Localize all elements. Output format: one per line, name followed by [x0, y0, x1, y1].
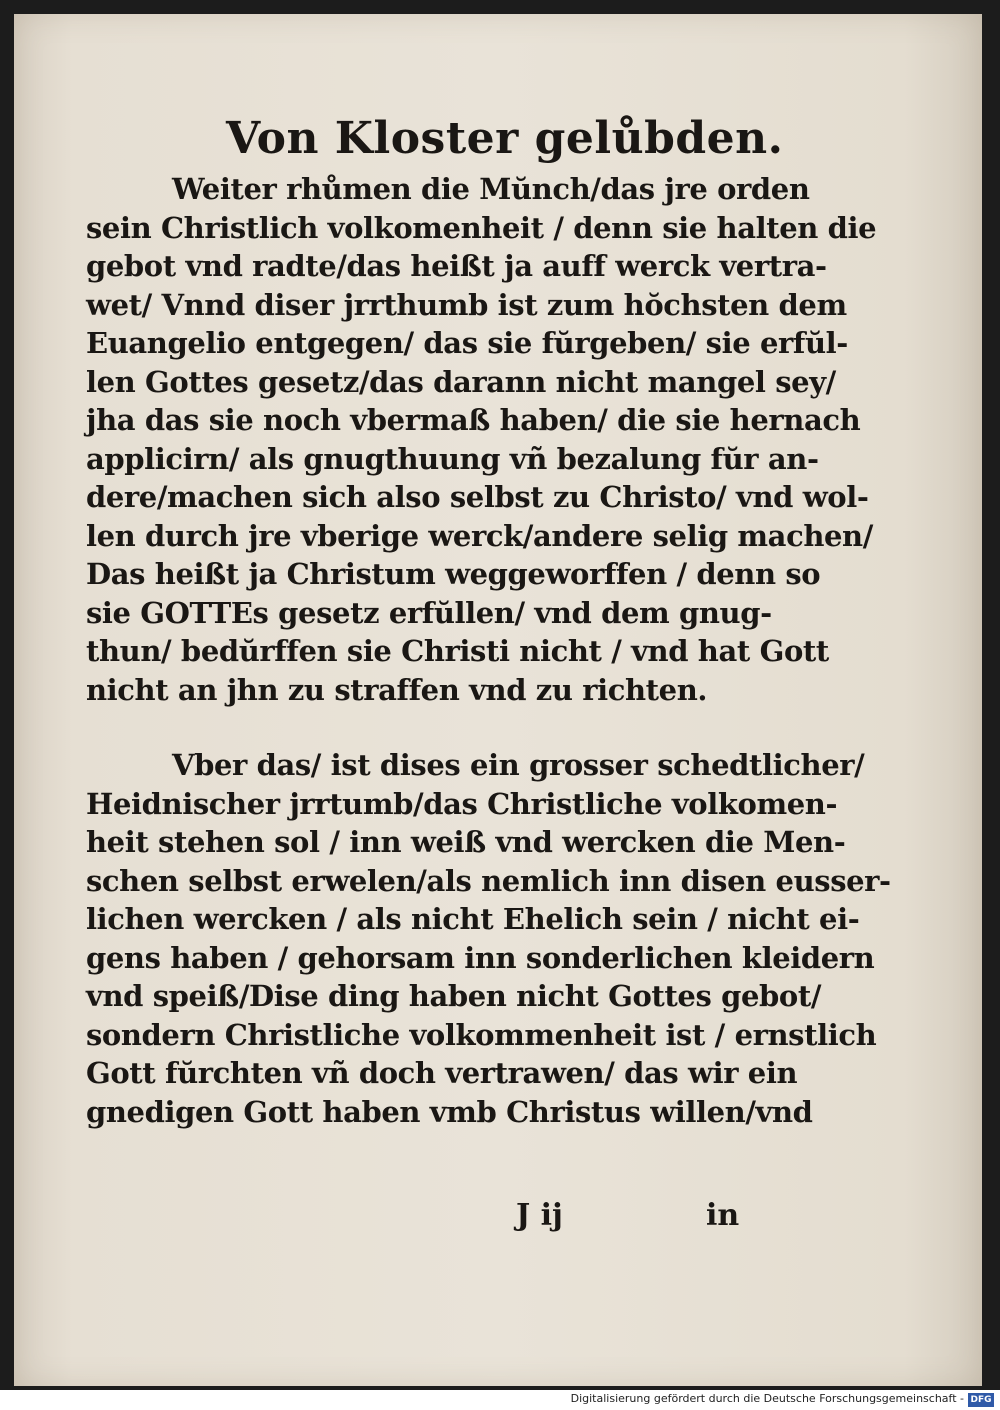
credit-bar — [0, 1390, 1000, 1410]
text-line: schen selbst erwelen/als nemlich inn disen eusser- — [86, 863, 891, 898]
text-line: applicirn/ als gnugthuung vñ bezalung fŭr an- — [86, 441, 819, 476]
text-line: Vber das/ ist dises ein grosser schedtlicher/ — [172, 748, 865, 782]
text-line: Das heißt ja Christum weggeworffen / denn so — [86, 557, 821, 591]
text-line: Euangelio entgegen/ das sie fŭrgeben/ sie erfŭl- — [86, 326, 848, 360]
paragraph-2 — [86, 746, 891, 1131]
page-title: Von Kloster gelůbden. — [226, 113, 784, 164]
text-line: thun/ bedŭrffen sie Christi nicht / vnd hat Gott — [86, 634, 829, 668]
text-line: nicht an jhn zu straffen vnd zu richten. — [86, 672, 708, 707]
text-line: gens haben / gehorsam inn sonderlichen kleidern — [86, 940, 875, 975]
text-line: Gott fŭrchten vñ doch vertrawen/ das wir ein — [86, 1056, 798, 1090]
text-line: sondern Christliche volkommenheit ist / ernstlich — [86, 1017, 877, 1052]
paragraph-gap — [86, 709, 786, 746]
text-line: heit stehen sol / inn weiß vnd wercken die Men- — [86, 825, 846, 859]
text-line: Weiter rhůmen die Mŭnch/das jre orden — [172, 172, 810, 206]
page-text — [86, 108, 891, 1131]
catchword: in — [706, 1198, 740, 1233]
text-line: vnd speiß/Dise ding haben nicht Gottes gebot/ — [86, 979, 822, 1013]
text-line: gnedigen Gott haben vmb Christus willen/vnd — [86, 1094, 813, 1129]
text-line: sein Christlich volkomenheit / denn sie halten die — [86, 210, 877, 245]
text-line: jha das sie noch vbermaß haben/ die sie hernach — [86, 403, 861, 437]
text-line: len durch jre vberige werck/andere selig machen/ — [86, 518, 873, 553]
text-line: wet/ Vnnd diser jrrthumb ist zum hŏchsten dem — [86, 287, 847, 322]
text-line: gebot vnd radte/das heißt ja auff werck vertra- — [86, 249, 827, 283]
paragraph-1 — [86, 170, 877, 709]
text-line: len Gottes gesetz/das darann nicht mangel sey/ — [86, 364, 836, 399]
dfg-logo-icon: DFG — [968, 1393, 994, 1407]
text-line: lichen wercken / als nicht Ehelich sein / nicht ei- — [86, 902, 860, 936]
text-line: Heidnischer jrrtumb/das Christliche volkomen- — [86, 786, 838, 821]
text-line: dere/machen sich also selbst zu Christo/ vnd wol- — [86, 480, 869, 514]
text-line: sie GOTTEs gesetz erfŭllen/ vnd dem gnug- — [86, 595, 772, 630]
funding-credit: Digitalisierung gefördert durch die Deutsche Forschungsgemeinschaft - — [570, 1392, 964, 1405]
signature-mark: J ij — [516, 1198, 563, 1233]
